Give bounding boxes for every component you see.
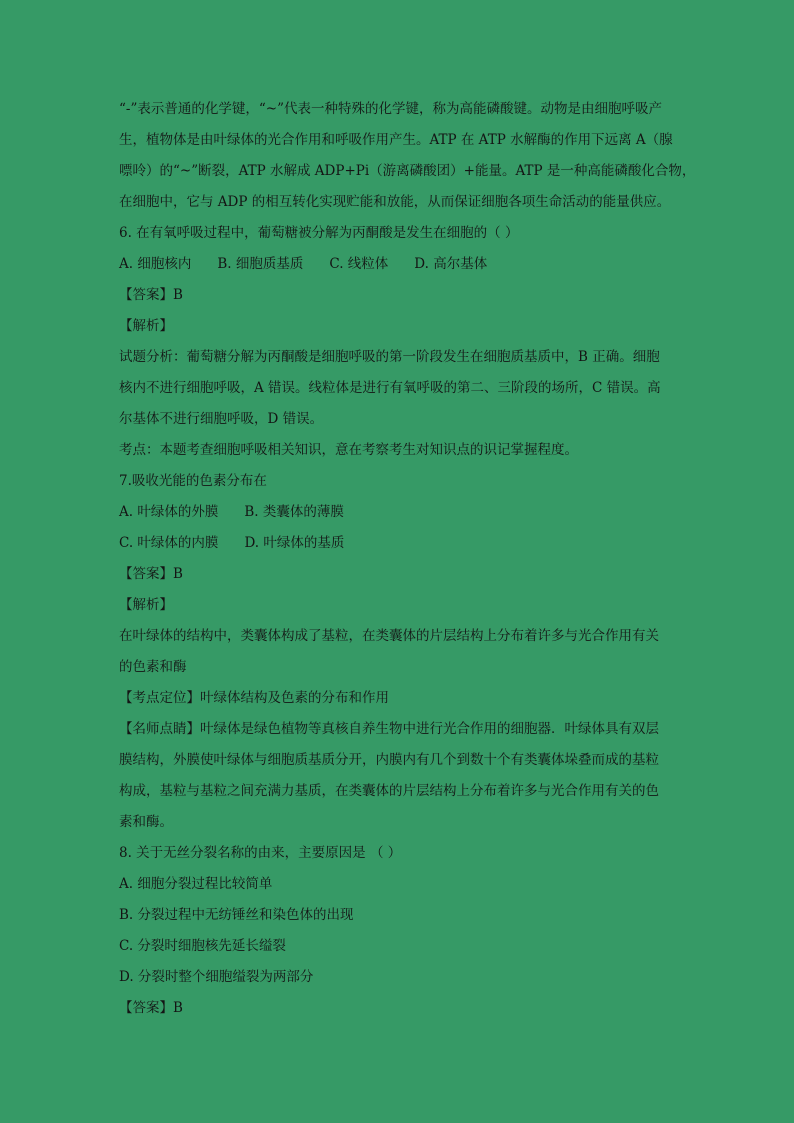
teacher-note-line: 素和酶。 [119, 814, 173, 830]
answer-label: 【答案】B [119, 566, 183, 582]
option-a: A. 细胞核内 [119, 256, 192, 272]
question-7-options-row1 [119, 497, 679, 528]
analysis-line: 尔基体不进行细胞呼吸，D 错误。 [119, 411, 324, 427]
question-7-options-row2 [119, 528, 679, 559]
analysis-line: 核内不进行细胞呼吸，A 错误。线粒体是进行有氧呼吸的第二、三阶段的场所，C 错误。高 [119, 380, 661, 396]
analysis-line: 在叶绿体的结构中，类囊体构成了基粒，在类囊体的片层结构上分布着许多与光合作用有关 [119, 628, 659, 644]
option-b: B. 类囊体的薄膜 [244, 504, 344, 520]
analysis-line: 试题分析：葡萄糖分解为丙酮酸是细胞呼吸的第一阶段发生在细胞质基质中，B 正确。细胞 [119, 349, 660, 365]
option-b: B. 分裂过程中无纺锤丝和染色体的出现 [119, 907, 354, 923]
teacher-note-line: 构成，基粒与基粒之间充满力基质，在类囊体的片层结构上分布着许多与光合作用有关的色 [119, 783, 659, 799]
analysis-line: 考点：本题考查细胞呼吸相关知识，意在考察考生对知识点的识记掌握程度。 [119, 442, 578, 458]
option-a: A. 叶绿体的外膜 [119, 504, 219, 520]
option-c: C. 线粒体 [329, 256, 389, 272]
question-6: 6. 在有氧呼吸过程中，葡萄糖被分解为丙酮酸是发生在细胞的（ ） [119, 225, 519, 241]
option-c: C. 分裂时细胞核先延长缢裂 [119, 938, 286, 954]
answer-label: 【答案】B [119, 1000, 183, 1016]
answer-label: 【答案】B [119, 287, 183, 303]
text-line: “-”表示普通的化学键，“~”代表一种特殊的化学键，称为高能磷酸键。动物是由细胞呼吸产 [119, 101, 662, 117]
option-c: C. 叶绿体的内膜 [119, 535, 219, 551]
text-line: 生，植物体是由叶绿体的光合作用和呼吸作用产生。ATP 在 ATP 水解酶的作用下远离 A（腺 [119, 132, 673, 148]
option-b: B. 细胞质基质 [217, 256, 304, 272]
option-d: D. 分裂时整个细胞缢裂为两部分 [119, 969, 314, 985]
analysis-line: 的色素和酶 [119, 659, 187, 675]
exam-point-line: 【考点定位】叶绿体结构及色素的分布和作用 [119, 690, 389, 706]
document-body [119, 94, 696, 1024]
option-d: D. 叶绿体的基质 [244, 535, 345, 551]
analysis-label: 【解析】 [119, 318, 173, 334]
text-line: 在细胞中，它与 ADP 的相互转化实现贮能和放能，从而保证细胞各项生命活动的能量供应。 [119, 194, 671, 210]
option-d: D. 高尔基体 [414, 256, 488, 272]
teacher-note-line: 【名师点睛】叶绿体是绿色植物等真核自养生物中进行光合作用的细胞器．叶绿体具有双层 [119, 721, 659, 737]
text-line: 嘌呤）的“~”断裂，ATP 水解成 ADP+Pi（游离磷酸团）+能量。ATP 是一种高能磷酸化合物， [119, 163, 696, 179]
question-7: 7.吸收光能的色素分布在 [119, 473, 267, 489]
question-8: 8. 关于无丝分裂名称的由来，主要原因是 （ ） [119, 845, 402, 861]
analysis-label: 【解析】 [119, 597, 173, 613]
option-a: A. 细胞分裂过程比较简单 [119, 876, 273, 892]
question-6-options [119, 249, 679, 280]
teacher-note-line: 膜结构，外膜使叶绿体与细胞质基质分开，内膜内有几个到数十个有类囊体垛叠而成的基粒 [119, 752, 659, 768]
